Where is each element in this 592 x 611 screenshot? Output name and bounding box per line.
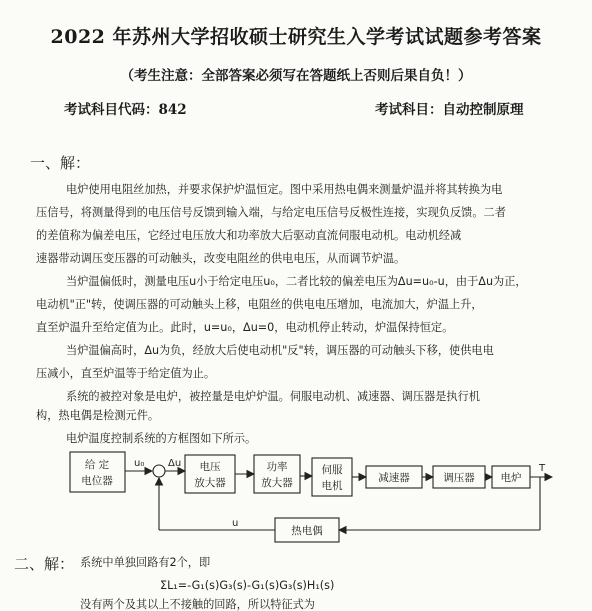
section-2-line: 没有两个及其以上不接触的回路，所以特征式为: [80, 598, 315, 611]
section-1-line: 电炉温度控制系统的方框图如下所示。: [66, 432, 257, 445]
summing-junction: [153, 465, 165, 477]
subject-code-label: 考试科目代码：842: [64, 102, 187, 118]
thermocouple-label: 热电偶: [291, 525, 323, 537]
signal-T: T: [539, 463, 546, 474]
section-2-heading: 二、解：: [14, 555, 75, 573]
given-label-line2: 电位器: [81, 475, 113, 487]
section-1-line: 速器带动调压变压器的可动触头，改变电阻丝的供电电压，从而调节炉温。: [36, 252, 406, 265]
page-title: 2022 年苏州大学招收硕士研究生入学考试试题参考答案: [50, 26, 542, 48]
section-1-line: 系统的被控对象是电炉，被控量是电炉炉温。伺服电动机、减速器、调压器是执行机: [66, 390, 480, 403]
signal-u: u: [232, 518, 239, 529]
servo-label-line2: 电机: [321, 480, 343, 492]
power-amp-label-line2: 放大器: [261, 477, 293, 489]
section-1-line: 当炉温偏低时，测量电压u小于给定电压u₀，二者比较的偏差电压为Δu=u₀-u，由于Δu为正，: [66, 275, 527, 288]
section-1-line: 的差值称为偏差电压，它经过电压放大和功率放大后驱动直流伺服电动机。电动机经减: [36, 229, 462, 242]
signal-u0: u₀: [134, 458, 145, 469]
regulator-label: 调压器: [443, 472, 475, 484]
servo-label-line1: 伺服: [321, 464, 343, 476]
section-1-line: 压减小，直至炉温等于给定值为止。: [36, 367, 216, 380]
furnace-label: 电炉: [500, 472, 522, 484]
exam-notice: （考生注意：全部答案必须写在答题纸上否则后果自负！）: [120, 68, 472, 84]
section-1-line: 构，热电偶是检测元件。: [36, 409, 160, 422]
subject-name-label: 考试科目：自动控制原理: [375, 102, 524, 118]
section-1-line: 直至炉温升至给定值为止。此时，u=u₀，Δu=0，电动机停止转动，炉温保持恒定。: [36, 321, 454, 334]
section-1-line: 当炉温偏高时，Δu为负，经放大后使电动机"反"转，调压器的可动触头下移，使供电电: [66, 344, 494, 357]
section-2-formula: ΣL₁=-G₁(s)G₃(s)-G₁(s)G₃(s)H₁(s): [160, 579, 335, 592]
section-2-line: 系统中单独回路有2个，即: [80, 556, 211, 569]
section-1-line: 压信号，将测量得到的电压信号反馈到输入端，与给定电压信号反极性连接，实现负反馈。二者: [36, 206, 506, 219]
power-amp-label-line1: 功率: [266, 461, 288, 473]
voltage-amp-label-line1: 电压: [199, 461, 221, 473]
voltage-amp-label-line2: 放大器: [194, 477, 226, 489]
reducer-label: 减速器: [378, 472, 410, 484]
signal-delta-u: Δu: [168, 458, 182, 469]
section-1-heading: 一、解：: [30, 154, 91, 172]
given-label-line1: 给 定: [84, 459, 110, 471]
section-1-line: 电炉使用电阻丝加热，并要求保护炉温恒定。图中采用热电偶来测量炉温并将其转换为电: [66, 183, 503, 196]
section-1-line: 电动机"正"转，使调压器的可动触头上移，电阻丝的供电电压增加，电流加大，炉温上升，: [36, 298, 483, 311]
